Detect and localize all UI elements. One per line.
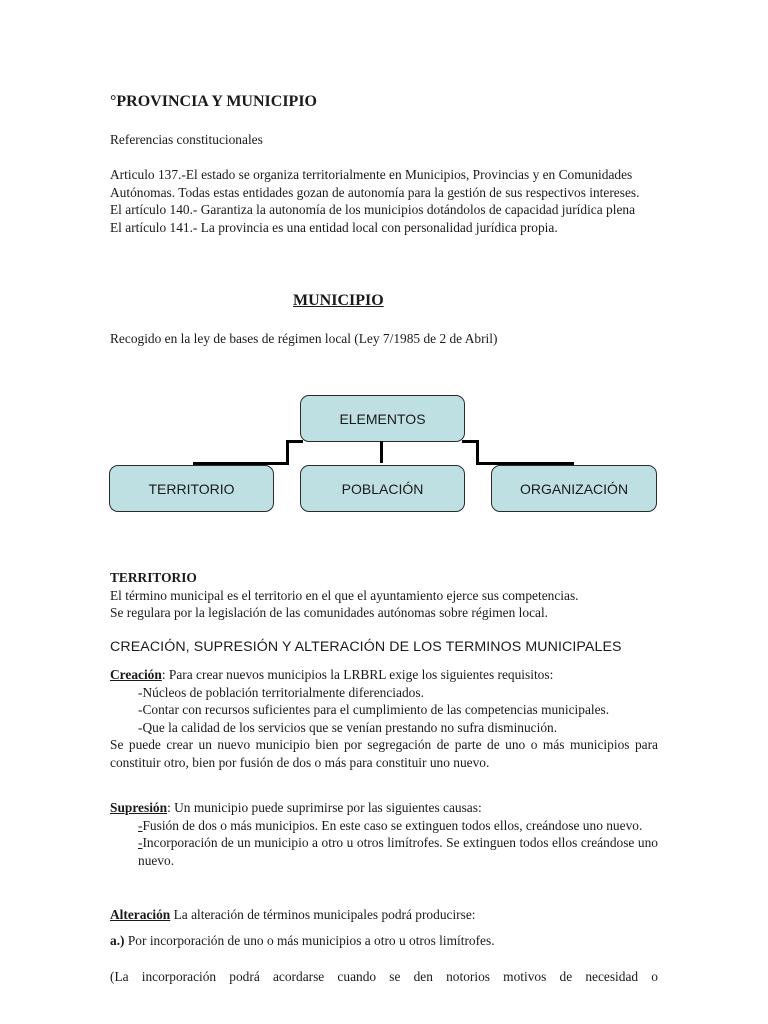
article-140: El artículo 140.- Garantiza la autonomía de los municipios dotándolos de capacidad jurídica plena bbox=[110, 202, 636, 217]
municipio-title: MUNICIPIO bbox=[293, 292, 384, 309]
supresion-section bbox=[110, 799, 658, 869]
alteracion-label: Alteración bbox=[110, 907, 171, 922]
creacion-item-1: -Núcleos de población territorialmente diferenciados. bbox=[138, 684, 424, 700]
supresion-item-2-text: Incorporación de un municipio a otro u otros limítrofes. Se extinguen todos ellos creándose uno nuevo. bbox=[138, 835, 658, 868]
diagram-node-organizacion: ORGANIZACIÓN bbox=[491, 465, 657, 512]
article-137: Articulo 137.-El estado se organiza territorialmente en Municipios, Provincias y en Comunidades Autónomas. Todas estas entidades gozan de autonomía para la gestión de sus respectivos intereses. bbox=[110, 167, 640, 200]
territorio-line-1: El término municipal es el territorio en el que el ayuntamiento ejerce sus competencias. bbox=[110, 587, 579, 603]
alteracion-item-a bbox=[110, 932, 658, 950]
supresion-intro: : Un municipio puede suprimirse por las siguientes causas: bbox=[167, 800, 482, 815]
territorio-section bbox=[110, 569, 658, 622]
alteracion-intro-line bbox=[110, 906, 658, 924]
diagram-node-territorio: TERRITORIO bbox=[109, 465, 274, 512]
creacion-item-3: -Que la calidad de los servicios que se venían prestando no sufra disminución. bbox=[138, 719, 558, 735]
creacion-section-heading: CREACIÓN, SUPRESIÓN Y ALTERACIÓN DE LOS TERMINOS MUNICIPALES bbox=[110, 639, 622, 655]
law-reference: Recogido en la ley de bases de régimen local (Ley 7/1985 de 2 de Abril) bbox=[110, 331, 498, 346]
page-title: °PROVINCIA Y MUNICIPIO bbox=[110, 93, 317, 110]
creacion-section bbox=[110, 666, 658, 771]
creacion-after: Se puede crear un nuevo municipio bien por segregación de parte de uno o más municipios para constituir otro, bien por fusión de dos o más para constituir uno nuevo. bbox=[110, 737, 658, 770]
constitution-block bbox=[110, 166, 658, 236]
article-141: El artículo 141.- La provincia es una entidad local con personalidad jurídica propia. bbox=[110, 219, 558, 235]
supresion-dash-2: - bbox=[138, 835, 143, 850]
alteracion-intro: La alteración de términos municipales podrá producirse: bbox=[170, 907, 476, 922]
creacion-item-2: -Contar con recursos suficientes para el cumplimiento de las competencias municipales. bbox=[138, 702, 610, 717]
alteracion-note: (La incorporación podrá acordarse cuando se den notorios motivos de necesidad o bbox=[110, 969, 658, 984]
creacion-label: Creación bbox=[110, 667, 162, 682]
diagram-root-elementos: ELEMENTOS bbox=[300, 395, 465, 442]
supresion-item-1 bbox=[110, 817, 658, 835]
territorio-heading: TERRITORIO bbox=[110, 570, 197, 585]
supresion-label: Supresión bbox=[110, 800, 168, 815]
diagram-node-poblacion: POBLACIÓN bbox=[300, 465, 465, 512]
territorio-line-2: Se regulara por la legislación de las comunidades autónomas sobre régimen local. bbox=[110, 605, 549, 620]
refs-heading: Referencias constitucionales bbox=[110, 132, 263, 147]
supresion-item-1-text: Fusión de dos o más municipios. En este caso se extinguen todos ellos, creándose uno nuevo. bbox=[142, 817, 643, 833]
connector-center bbox=[380, 441, 383, 463]
alteracion-a-label: a.) bbox=[110, 933, 125, 948]
supresion-item-2 bbox=[110, 834, 658, 869]
creacion-intro: : Para crear nuevos municipios la LRBRL exige los siguientes requisitos: bbox=[161, 667, 554, 682]
supresion-dash-1: - bbox=[138, 817, 143, 833]
alteracion-a-text: Por incorporación de uno o más municipios a otro u otros limítrofes. bbox=[124, 933, 495, 948]
